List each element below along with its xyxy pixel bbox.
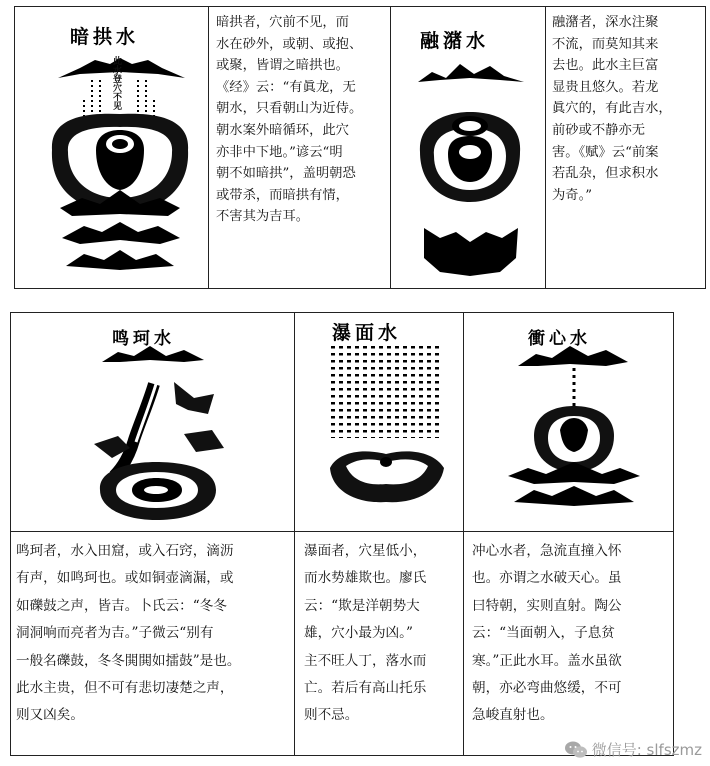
top-divider-1: [208, 6, 209, 289]
pu-mian-diagram: [322, 344, 452, 524]
ming-ke-title: 鸣珂水: [112, 329, 175, 349]
pu-mian-text: 瀑面者，穴星低小， 而水势雄欺也。廖氏 云：“欺是洋朝势大 雄，穴小最为凶。” 主不旺人丁，落水而 亡。若后有高山托乐 则不忌。: [304, 543, 427, 724]
chong-xin-text: 冲心水者，急流直撞入怀 也。亦谓之水破天心。虽 曰特朝，实则直射。陶公 云：“当面朝入，子息贫 寒。”正此水耳。盖水虽欲 朝，亦必弯曲悠缓，不可 急峻直射也。: [472, 543, 622, 724]
bottom-row-divider: [10, 531, 674, 532]
chong-xin-diagram: [494, 344, 654, 524]
pu-mian-title: 瀑面水: [332, 322, 402, 344]
an-gong-title: 暗拱水: [70, 26, 140, 48]
bottom-divider-1: [294, 312, 295, 756]
rong-zhu-title: 融潴水: [420, 30, 490, 52]
top-divider-3: [545, 6, 546, 289]
an-gong-diagram-label: 此水登穴不见: [111, 56, 121, 110]
watermark: [565, 739, 702, 760]
rong-zhu-text: 融潴者，深水注聚 不流，而莫知其来 去也。此水主巨富 显贵且悠久。若龙 眞穴的，有此吉水， 前砂或不静亦无 害。《赋》云“前案 若乱杂，但求积水 为奇。”: [552, 15, 672, 203]
bottom-divider-2: [463, 312, 464, 756]
top-divider-2: [390, 6, 391, 289]
rong-zhu-diagram: [400, 52, 540, 282]
watermark-label: 微信号: slfszmz: [591, 741, 702, 759]
chong-xin-title: 衝心水: [528, 329, 591, 349]
wechat-icon: [565, 741, 587, 759]
ming-ke-diagram: [84, 344, 234, 524]
ming-ke-text: 鸣珂者，水入田窟，或入石窍，滴沥 有声，如鸣珂也。或如铜壶滴漏，或 如礫鼓之声，皆吉。卜氏云：“冬冬 洞洞响而亮者为吉。”子微云“别有 一般名礫鼓，冬冬閧閧如擂鼓”是也。 此水主贵，但不可有悲切凄楚之声， 则又凶矣。: [16, 543, 241, 724]
an-gong-text: 暗拱者，穴前不见，而 水在砂外，或朝、或抱、 或聚，皆谓之暗拱也。 《经》云：“有眞龙，无 朝水，只看朝山为近侍。 朝水案外暗循环，此穴 亦非中下地。”谚云“明 朝不如暗拱”，盖明朝恐 或带杀，而暗拱有情， 不害其为吉耳。: [216, 15, 363, 225]
